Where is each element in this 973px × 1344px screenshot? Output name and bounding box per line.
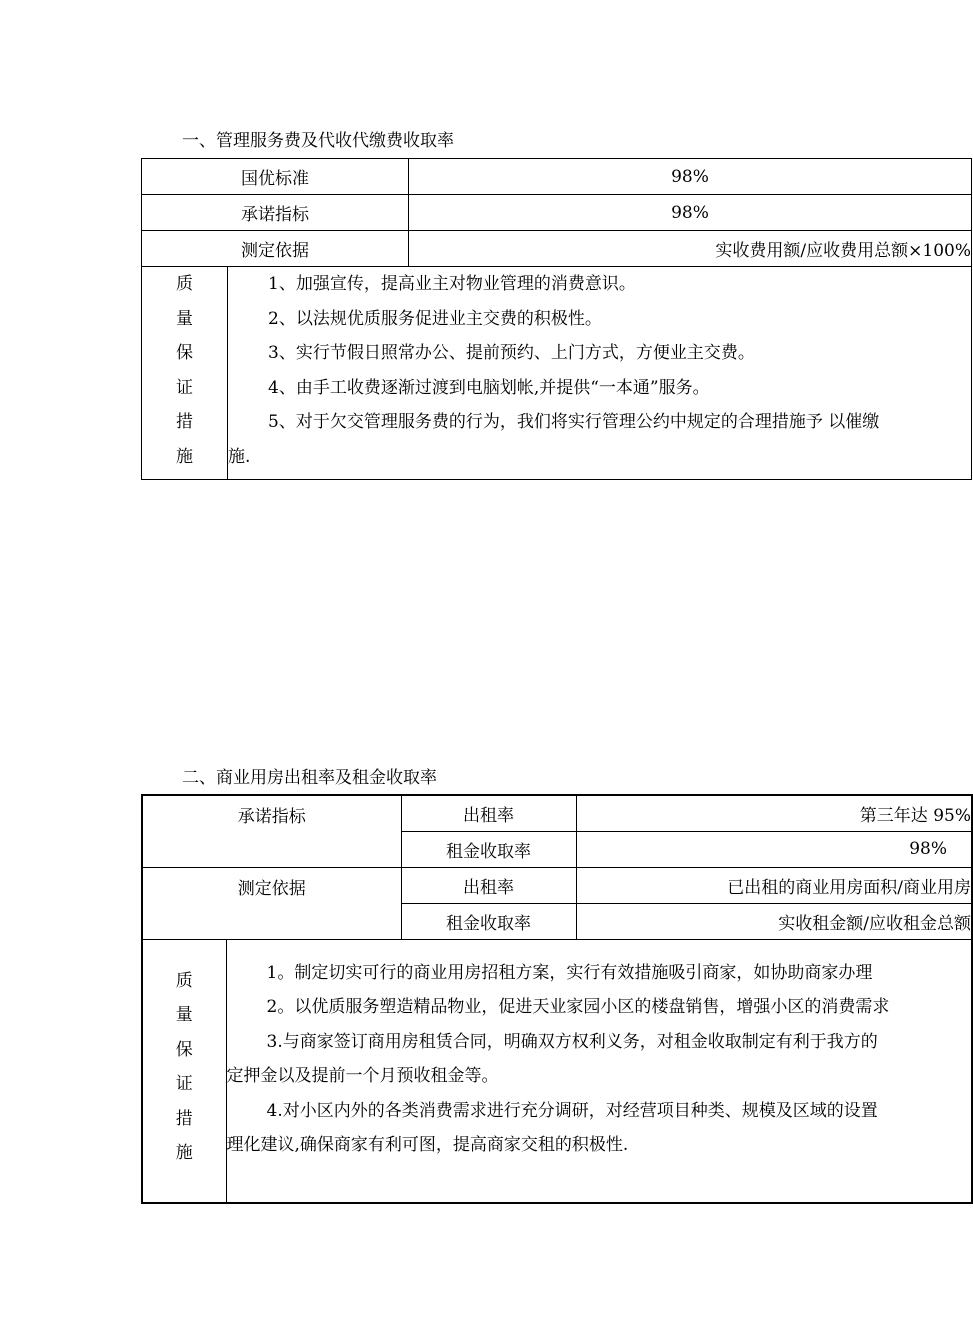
measure-item: 5、对于欠交管理服务费的行为，我们将实行管理公约中规定的合理措施予 以催缴	[268, 412, 880, 432]
measures-label	[142, 939, 226, 1203]
row-label: 测定依据	[142, 231, 409, 267]
measures-row	[142, 267, 972, 480]
item-value: 已出租的商业用房面积/商业用房	[576, 867, 972, 903]
row-label: 国优标准	[142, 159, 409, 195]
item-label: 租金收取率	[401, 903, 576, 939]
item-label: 出租率	[401, 795, 576, 831]
measures-label	[142, 267, 228, 480]
item-label: 租金收取率	[401, 831, 576, 867]
measure-item: 2。以优质服务塑造精品物业，促进天业家园小区的楼盘销售，增强小区的消费需求	[266, 997, 890, 1017]
measure-item: 3、实行节假日照常办公、提前预约、上门方式，方便业主交费。	[268, 343, 755, 363]
measures-label-char: 保	[175, 1039, 193, 1060]
measure-item: 1。制定切实可行的商业用房招租方案，实行有效措施吸引商家，如协助商家办理	[266, 962, 873, 983]
measure-item: 理化建议,确保商家有利可图，提高商家交租的积极性.	[226, 1135, 629, 1155]
measures-label-char: 证	[176, 377, 193, 398]
table-row	[142, 795, 972, 831]
measures-label-char: 施	[175, 1143, 193, 1163]
measures-label-char: 证	[175, 1074, 193, 1094]
rental-table	[141, 794, 973, 1204]
measures-text	[228, 267, 972, 480]
row-label: 承诺指标	[142, 195, 409, 231]
table-row	[142, 195, 972, 231]
measures-label-char: 量	[176, 308, 193, 329]
measures-label-char: 保	[176, 343, 193, 363]
promise-label: 承诺指标	[142, 795, 401, 867]
item-value: 第三年达 95%	[576, 795, 972, 831]
fee-collection-table	[141, 158, 972, 480]
measures-label-char: 质	[176, 274, 193, 294]
table-row	[142, 159, 972, 195]
section2-heading: 二、商业用房出租率及租金收取率	[182, 768, 437, 788]
item-value: 实收租金额/应收租金总额	[576, 903, 972, 939]
measure-item: 施.	[228, 446, 251, 467]
table-row	[142, 867, 972, 903]
measures-row	[142, 939, 972, 1203]
measures-text	[226, 939, 972, 1203]
measures-label-char: 施	[176, 446, 193, 467]
table-row	[142, 231, 972, 267]
measures-label-char: 质	[175, 970, 193, 991]
measures-label-char: 措	[175, 1108, 193, 1129]
measure-item: 4.对小区内外的各类消费需求进行充分调研，对经营项目种类、规模及区域的设置	[266, 1100, 878, 1121]
section1-heading: 一、管理服务费及代收代缴费收取率	[182, 131, 454, 151]
row-value: 98%	[409, 159, 972, 195]
measure-item: 1、加强宣传，提高业主对物业管理的消费意识。	[268, 274, 636, 294]
row-value: 实收费用额/应收费用总额×100%	[409, 231, 972, 267]
basis-label: 测定依据	[142, 867, 401, 939]
row-value: 98%	[409, 195, 972, 231]
measure-item: 2、以法规优质服务促进业主交费的积极性。	[268, 308, 602, 329]
item-value: 98%	[576, 831, 972, 867]
measure-item: 4、由手工收费逐渐过渡到电脑划帐,并提供“一本通”服务。	[268, 377, 710, 398]
measures-label-char: 措	[176, 412, 193, 432]
measures-label-char: 量	[175, 1005, 193, 1025]
measure-item: 3.与商家签订商用房租赁合同，明确双方权利义务，对租金收取制定有利于我方的	[266, 1031, 878, 1052]
item-label: 出租率	[401, 867, 576, 903]
measure-item: 定押金以及提前一个月预收租金等。	[226, 1066, 499, 1086]
